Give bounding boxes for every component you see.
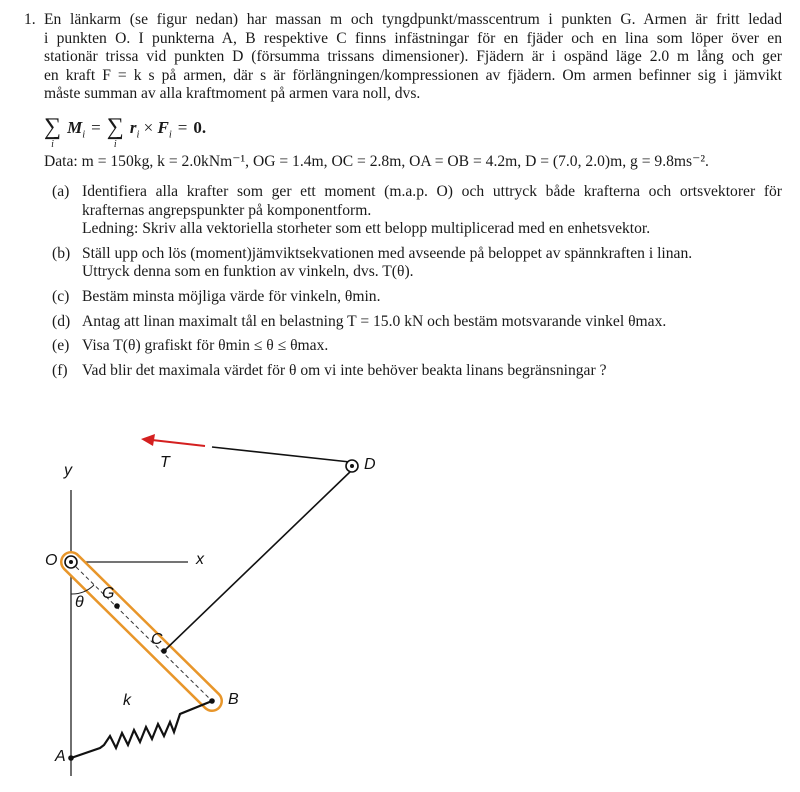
subquestion-list: [52, 183, 782, 386]
label-k: k: [123, 692, 131, 709]
subquestion-label: (d): [52, 312, 71, 330]
equation-zero: 0.: [193, 118, 207, 137]
problem-number: 1.: [24, 11, 36, 28]
subquestion-a: [52, 183, 782, 239]
linkarm-figure: [0, 400, 800, 788]
subquestion-b: [52, 245, 782, 282]
label-g: G: [102, 585, 115, 602]
spring-k: [71, 701, 212, 758]
subquestion-line: krafternas angrepspunkter på komponentform.: [82, 201, 372, 219]
subquestion-line: Identifiera alla krafter som ger ett moment (m.a.p. O) och uttryck både krafterna och ortsvektorer för: [82, 183, 782, 200]
subquestion-d: [52, 313, 782, 332]
equation-rhs: $r_i \times F_i$: [129, 118, 172, 141]
subquestion-label: (a): [52, 183, 70, 200]
label-x-axis: x: [196, 551, 204, 568]
moment-equation: [44, 116, 206, 150]
label-a: A: [55, 748, 66, 765]
label-y-axis: y: [64, 462, 72, 479]
equation-equals: =: [177, 118, 188, 137]
label-b: B: [228, 691, 239, 708]
figure-drawing: [0, 400, 800, 788]
subquestion-label: (c): [52, 287, 70, 305]
cable-cd: [164, 470, 352, 651]
cable-d-free-end: [212, 447, 350, 462]
label-c: C: [151, 631, 163, 648]
equation-lhs: $M_i$: [67, 118, 86, 141]
label-t: T: [160, 454, 170, 471]
subquestion-label: (b): [52, 244, 71, 262]
arm-centerline: [71, 562, 212, 701]
subquestion-line: Antag att linan maximalt tål en belastning T = 15.0 kN och bestäm motsvarande vinkel θmax.: [82, 312, 667, 330]
subquestion-line: Uttryck denna som en funktion av vinkeln, dvs. T(θ).: [82, 263, 414, 281]
intro-line: en kraft F = k s på armen, där s är förlängningen/kompressionen av fjädern. Om armen befinner sig i jämvikt: [44, 66, 782, 84]
intro-line: måste summan av alla kraftmoment på armen vara noll, dvs.: [44, 85, 421, 103]
intro-line: En länkarm (se figur nedan) har massan m och tyngdpunkt/masscentrum i punkten G. Armen är fritt ledad: [44, 11, 782, 28]
intro-line: i punkten O. I punkterna A, B respektive C finns infästningar för en fjäder och en lina som löper över en: [44, 29, 782, 47]
point-g: [114, 603, 120, 609]
data-line: Data: m = 150kg, k = 2.0kNm⁻¹, OG = 1.4m, OC = 2.8m, OA = OB = 4.2m, D = (7.0, 2.0)m, g = 9.8ms⁻².: [44, 153, 709, 170]
pulley-d-icon: [346, 460, 358, 472]
tension-arrow-icon: [141, 434, 205, 446]
sum-symbol: ∑ i: [44, 114, 62, 150]
arm: [71, 562, 212, 701]
subquestion-label: (e): [52, 337, 70, 355]
subquestion-line: Visa T(θ) grafiskt för θmin ≤ θ ≤ θmax.: [82, 337, 329, 355]
label-theta: θ: [75, 594, 84, 611]
subquestion-line: Bestäm minsta möjliga värde för vinkeln, θmin.: [82, 287, 381, 305]
subquestion-line: Vad blir det maximala värdet för θ om vi inte behöver beakta linans begränsningar ?: [82, 361, 607, 379]
subquestion-label: (f): [52, 361, 68, 379]
sum-symbol: ∑ i: [106, 114, 124, 150]
intro-line: stationär trissa vid punkten D (försumma trissans dimensioner). Fjädern är i ospänd läge 2.0 m lång och ger: [44, 48, 782, 66]
equation-equals: =: [91, 118, 101, 137]
subquestion-line: Ledning: Skriv alla vektoriella storheter som ett belopp multiplicerad med en enhetsvektor.: [82, 220, 651, 238]
subquestion-e: [52, 337, 782, 356]
subquestion-line: Ställ upp och lös (moment)jämviktsekvationen med avseende på beloppet av spännkraften i linan.: [82, 244, 693, 262]
subquestion-f: [52, 362, 782, 381]
subquestion-c: [52, 288, 782, 307]
label-d: D: [364, 456, 376, 473]
label-o: O: [45, 552, 58, 569]
pivot-o-icon: [65, 556, 77, 568]
problem-intro: [44, 11, 782, 104]
